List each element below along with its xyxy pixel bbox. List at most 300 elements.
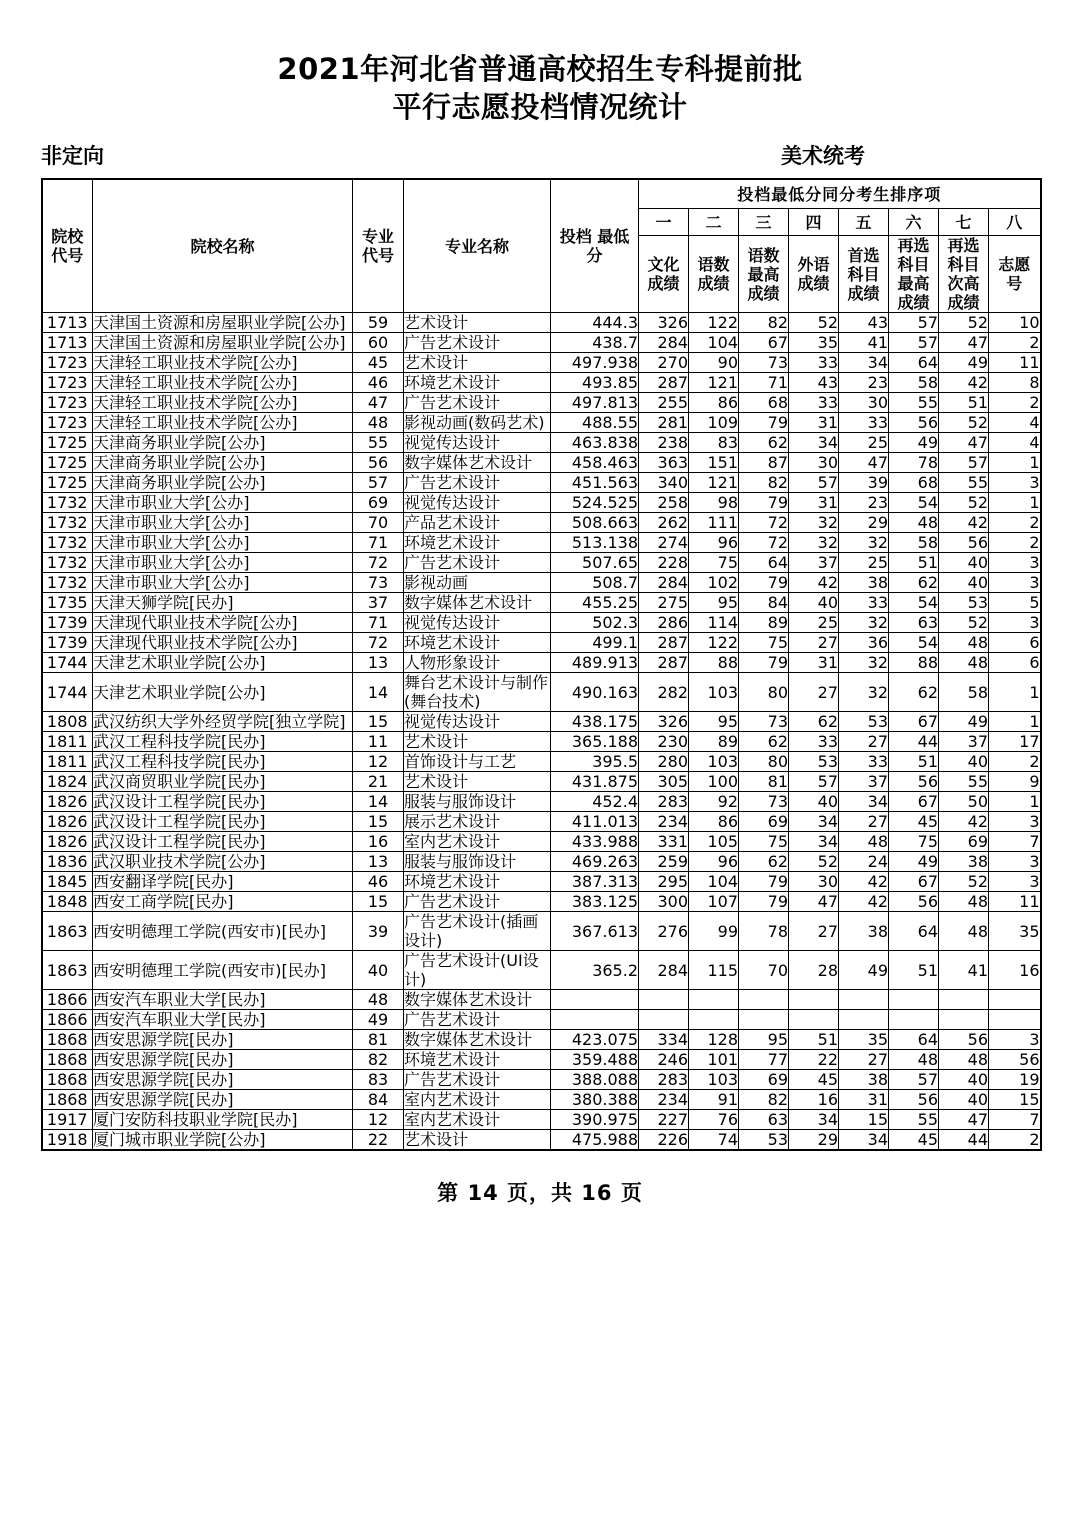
- cell-preference-number: [989, 1010, 1041, 1030]
- cell-preference-number: [989, 990, 1041, 1010]
- cell-school-code: 1723: [42, 413, 93, 433]
- cell-chinese-math-highest: 62: [739, 852, 789, 872]
- cell-foreign-language-score: 31: [789, 493, 839, 513]
- cell-school-code: 1732: [42, 573, 93, 593]
- cell-min-score: 395.5: [551, 752, 639, 772]
- cell-major-name: 艺术设计: [404, 1130, 551, 1151]
- cell-culture-score: 284: [639, 951, 689, 990]
- cell-culture-score: 262: [639, 513, 689, 533]
- cell-preference-number: 56: [989, 1050, 1041, 1070]
- cell-reselect-second-highest: 48: [939, 633, 989, 653]
- cell-preference-number: 4: [989, 433, 1041, 453]
- cell-first-subject-score: 33: [839, 413, 889, 433]
- cell-chinese-math-score: [689, 990, 739, 1010]
- cell-min-score: 423.075: [551, 1030, 639, 1050]
- cell-chinese-math-score: 151: [689, 453, 739, 473]
- table-row: [42, 772, 1041, 792]
- cell-chinese-math-highest: 79: [739, 493, 789, 513]
- cell-school-name: 武汉设计工程学院[民办]: [93, 832, 353, 852]
- table-row: [42, 533, 1041, 553]
- cell-preference-number: 16: [989, 951, 1041, 990]
- cell-reselect-second-highest: 52: [939, 313, 989, 333]
- cell-school-name: 天津国土资源和房屋职业学院[公办]: [93, 333, 353, 353]
- cell-school-name: 西安思源学院[民办]: [93, 1090, 353, 1110]
- cell-min-score: [551, 990, 639, 1010]
- cell-reselect-highest: 49: [889, 852, 939, 872]
- cell-reselect-highest: 48: [889, 513, 939, 533]
- cell-min-score: 493.85: [551, 373, 639, 393]
- cell-first-subject-score: 25: [839, 553, 889, 573]
- cell-school-name: 西安汽车职业大学[民办]: [93, 990, 353, 1010]
- cell-reselect-highest: 56: [889, 892, 939, 912]
- cell-major-code: 39: [353, 912, 404, 951]
- cell-chinese-math-score: 98: [689, 493, 739, 513]
- cell-major-code: 14: [353, 673, 404, 712]
- cell-preference-number: 3: [989, 1030, 1041, 1050]
- cell-major-code: 73: [353, 573, 404, 593]
- table-row: [42, 393, 1041, 413]
- cell-foreign-language-score: 35: [789, 333, 839, 353]
- cell-reselect-second-highest: 48: [939, 1050, 989, 1070]
- cell-major-name: 服装与服饰设计: [404, 792, 551, 812]
- cell-reselect-second-highest: 40: [939, 573, 989, 593]
- cell-foreign-language-score: 27: [789, 633, 839, 653]
- category-bar: [0, 140, 1080, 172]
- cell-first-subject-score: 31: [839, 1090, 889, 1110]
- cell-culture-score: 326: [639, 313, 689, 333]
- cell-preference-number: 10: [989, 313, 1041, 333]
- cell-min-score: 388.088: [551, 1070, 639, 1090]
- cell-major-code: 48: [353, 413, 404, 433]
- cell-school-code: 1826: [42, 792, 93, 812]
- cell-school-code: 1732: [42, 513, 93, 533]
- cell-foreign-language-score: 52: [789, 852, 839, 872]
- cell-major-name: 产品艺术设计: [404, 513, 551, 533]
- cell-school-code: 1868: [42, 1050, 93, 1070]
- cell-school-name: 天津轻工职业技术学院[公办]: [93, 373, 353, 393]
- cell-culture-score: 284: [639, 333, 689, 353]
- table-row: [42, 712, 1041, 732]
- cell-preference-number: 3: [989, 573, 1041, 593]
- cell-foreign-language-score: 47: [789, 892, 839, 912]
- cell-culture-score: 282: [639, 673, 689, 712]
- cell-major-name: 环境艺术设计: [404, 872, 551, 892]
- cell-culture-score: 258: [639, 493, 689, 513]
- cell-reselect-second-highest: 48: [939, 892, 989, 912]
- table-row: [42, 812, 1041, 832]
- cell-reselect-highest: 44: [889, 732, 939, 752]
- cell-chinese-math-score: 103: [689, 1070, 739, 1090]
- cell-chinese-math-score: 83: [689, 433, 739, 453]
- cell-first-subject-score: 25: [839, 433, 889, 453]
- cell-reselect-highest: 55: [889, 1110, 939, 1130]
- cell-foreign-language-score: 33: [789, 393, 839, 413]
- table-row: [42, 373, 1041, 393]
- cell-min-score: 524.525: [551, 493, 639, 513]
- cell-foreign-language-score: 34: [789, 433, 839, 453]
- col-header-major-name: 专业名称: [404, 179, 551, 313]
- cell-culture-score: 326: [639, 712, 689, 732]
- cell-school-name: 武汉设计工程学院[民办]: [93, 792, 353, 812]
- cell-reselect-second-highest: 47: [939, 1110, 989, 1130]
- cell-reselect-second-highest: 38: [939, 852, 989, 872]
- cell-major-code: 55: [353, 433, 404, 453]
- cell-major-name: 环境艺术设计: [404, 533, 551, 553]
- cell-major-code: 71: [353, 533, 404, 553]
- cell-major-code: 15: [353, 712, 404, 732]
- cell-school-name: 西安思源学院[民办]: [93, 1070, 353, 1090]
- cell-first-subject-score: 23: [839, 373, 889, 393]
- cell-preference-number: 5: [989, 593, 1041, 613]
- cell-preference-number: 1: [989, 712, 1041, 732]
- cell-culture-score: 227: [639, 1110, 689, 1130]
- cell-major-name: 环境艺术设计: [404, 633, 551, 653]
- table-row: [42, 990, 1041, 1010]
- cell-school-name: 武汉纺织大学外经贸学院[独立学院]: [93, 712, 353, 732]
- cell-chinese-math-highest: 71: [739, 373, 789, 393]
- cell-chinese-math-highest: 79: [739, 573, 789, 593]
- cell-min-score: 488.55: [551, 413, 639, 433]
- cell-school-code: 1811: [42, 732, 93, 752]
- cell-reselect-highest: 51: [889, 553, 939, 573]
- cell-min-score: 513.138: [551, 533, 639, 553]
- cell-chinese-math-score: 88: [689, 653, 739, 673]
- cell-first-subject-score: 42: [839, 872, 889, 892]
- cell-chinese-math-highest: 75: [739, 633, 789, 653]
- cell-school-code: 1713: [42, 313, 93, 333]
- cell-school-name: 天津市职业大学[公办]: [93, 533, 353, 553]
- table-row: [42, 513, 1041, 533]
- cell-reselect-highest: 67: [889, 712, 939, 732]
- cell-min-score: 458.463: [551, 453, 639, 473]
- cell-first-subject-score: 34: [839, 353, 889, 373]
- col-header-school-code: 院校 代号: [42, 179, 93, 313]
- cell-preference-number: 11: [989, 353, 1041, 373]
- subheader-reselect-highest: 再选 科目 最高 成绩: [889, 236, 939, 313]
- cell-culture-score: 305: [639, 772, 689, 792]
- cell-school-name: 天津现代职业技术学院[公办]: [93, 633, 353, 653]
- cell-major-code: 47: [353, 393, 404, 413]
- cell-reselect-second-highest: 52: [939, 493, 989, 513]
- cell-reselect-highest: 68: [889, 473, 939, 493]
- cell-school-name: 武汉职业技术学院[公办]: [93, 852, 353, 872]
- cell-school-name: 西安明德理工学院(西安市)[民办]: [93, 912, 353, 951]
- cell-culture-score: 246: [639, 1050, 689, 1070]
- cell-preference-number: 3: [989, 852, 1041, 872]
- cell-major-name: 广告艺术设计: [404, 333, 551, 353]
- cell-school-name: 天津轻工职业技术学院[公办]: [93, 393, 353, 413]
- cell-first-subject-score: 27: [839, 812, 889, 832]
- cell-min-score: 502.3: [551, 613, 639, 633]
- cell-foreign-language-score: 34: [789, 812, 839, 832]
- cell-foreign-language-score: 31: [789, 413, 839, 433]
- cell-foreign-language-score: 57: [789, 473, 839, 493]
- cell-chinese-math-highest: 69: [739, 812, 789, 832]
- table-row: [42, 313, 1041, 333]
- cell-chinese-math-score: 91: [689, 1090, 739, 1110]
- cell-school-code: 1725: [42, 453, 93, 473]
- cell-school-code: 1868: [42, 1070, 93, 1090]
- cell-major-code: 60: [353, 333, 404, 353]
- cell-school-code: 1826: [42, 812, 93, 832]
- cell-school-name: 西安思源学院[民办]: [93, 1050, 353, 1070]
- cell-chinese-math-highest: 82: [739, 473, 789, 493]
- cell-first-subject-score: 38: [839, 1070, 889, 1090]
- table-row: [42, 593, 1041, 613]
- table-row: [42, 1070, 1041, 1090]
- cell-foreign-language-score: 32: [789, 513, 839, 533]
- cell-min-score: 497.813: [551, 393, 639, 413]
- header-row-group: [42, 179, 1041, 209]
- cell-major-code: 49: [353, 1010, 404, 1030]
- cell-reselect-second-highest: 41: [939, 951, 989, 990]
- cell-major-code: 12: [353, 752, 404, 772]
- cell-chinese-math-score: 96: [689, 533, 739, 553]
- cell-reselect-highest: 64: [889, 1030, 939, 1050]
- cell-foreign-language-score: 22: [789, 1050, 839, 1070]
- cell-major-code: 16: [353, 832, 404, 852]
- table-row: [42, 453, 1041, 473]
- cell-chinese-math-highest: 87: [739, 453, 789, 473]
- cell-chinese-math-highest: 79: [739, 653, 789, 673]
- cell-chinese-math-score: 90: [689, 353, 739, 373]
- cell-reselect-second-highest: 56: [939, 1030, 989, 1050]
- cell-min-score: 383.125: [551, 892, 639, 912]
- cell-major-code: 57: [353, 473, 404, 493]
- cell-major-code: 72: [353, 633, 404, 653]
- cell-first-subject-score: 39: [839, 473, 889, 493]
- cell-first-subject-score: 34: [839, 1130, 889, 1151]
- cell-foreign-language-score: 40: [789, 792, 839, 812]
- table-row: [42, 752, 1041, 772]
- ordinal-2: 二: [689, 209, 739, 236]
- cell-culture-score: 300: [639, 892, 689, 912]
- cell-culture-score: 283: [639, 1070, 689, 1090]
- cell-school-name: 天津艺术职业学院[公办]: [93, 653, 353, 673]
- cell-foreign-language-score: 42: [789, 573, 839, 593]
- cell-preference-number: 3: [989, 473, 1041, 493]
- cell-major-code: 46: [353, 373, 404, 393]
- cell-first-subject-score: 36: [839, 633, 889, 653]
- cell-chinese-math-score: 122: [689, 633, 739, 653]
- table-row: [42, 832, 1041, 852]
- category-label-left: 非定向: [41, 144, 104, 168]
- cell-chinese-math-score: 89: [689, 732, 739, 752]
- table-row: [42, 852, 1041, 872]
- cell-preference-number: 6: [989, 653, 1041, 673]
- cell-chinese-math-score: 115: [689, 951, 739, 990]
- cell-reselect-second-highest: 40: [939, 1070, 989, 1090]
- cell-major-name: 人物形象设计: [404, 653, 551, 673]
- cell-school-name: 武汉工程科技学院[民办]: [93, 732, 353, 752]
- cell-culture-score: 281: [639, 413, 689, 433]
- cell-reselect-second-highest: 40: [939, 752, 989, 772]
- cell-preference-number: 17: [989, 732, 1041, 752]
- cell-reselect-highest: 51: [889, 951, 939, 990]
- cell-major-name: 数字媒体艺术设计: [404, 990, 551, 1010]
- cell-first-subject-score: 15: [839, 1110, 889, 1130]
- cell-chinese-math-score: 99: [689, 912, 739, 951]
- cell-reselect-second-highest: 47: [939, 333, 989, 353]
- cell-preference-number: 3: [989, 553, 1041, 573]
- cell-school-code: 1866: [42, 1010, 93, 1030]
- cell-min-score: 431.875: [551, 772, 639, 792]
- cell-foreign-language-score: [789, 1010, 839, 1030]
- cell-min-score: 489.913: [551, 653, 639, 673]
- cell-min-score: 438.175: [551, 712, 639, 732]
- cell-culture-score: 234: [639, 812, 689, 832]
- cell-school-name: 天津轻工职业技术学院[公办]: [93, 413, 353, 433]
- cell-reselect-highest: 78: [889, 453, 939, 473]
- cell-reselect-second-highest: 49: [939, 712, 989, 732]
- cell-foreign-language-score: 27: [789, 673, 839, 712]
- col-header-major-code: 专业 代号: [353, 179, 404, 313]
- cell-school-code: 1744: [42, 673, 93, 712]
- cell-school-code: 1866: [42, 990, 93, 1010]
- cell-school-name: 天津市职业大学[公办]: [93, 513, 353, 533]
- table-row: [42, 732, 1041, 752]
- cell-reselect-second-highest: [939, 990, 989, 1010]
- cell-preference-number: 1: [989, 453, 1041, 473]
- table-row: [42, 553, 1041, 573]
- table-row: [42, 1010, 1041, 1030]
- subheader-reselect-second-highest: 再选 科目 次高 成绩: [939, 236, 989, 313]
- cell-reselect-highest: 67: [889, 872, 939, 892]
- cell-chinese-math-highest: 64: [739, 553, 789, 573]
- cell-min-score: 380.388: [551, 1090, 639, 1110]
- cell-reselect-second-highest: 48: [939, 912, 989, 951]
- cell-major-code: 14: [353, 792, 404, 812]
- cell-preference-number: 19: [989, 1070, 1041, 1090]
- table-row: [42, 433, 1041, 453]
- cell-culture-score: 259: [639, 852, 689, 872]
- cell-chinese-math-score: 103: [689, 673, 739, 712]
- cell-first-subject-score: 37: [839, 772, 889, 792]
- cell-culture-score: [639, 990, 689, 1010]
- cell-chinese-math-highest: 72: [739, 533, 789, 553]
- cell-school-code: 1868: [42, 1030, 93, 1050]
- cell-preference-number: 9: [989, 772, 1041, 792]
- cell-chinese-math-score: 121: [689, 473, 739, 493]
- ordinal-3: 三: [739, 209, 789, 236]
- table-row: [42, 792, 1041, 812]
- cell-foreign-language-score: 52: [789, 313, 839, 333]
- document-title-line-2: 平行志愿投档情况统计: [392, 90, 688, 124]
- cell-first-subject-score: 27: [839, 732, 889, 752]
- cell-chinese-math-highest: 68: [739, 393, 789, 413]
- cell-foreign-language-score: 51: [789, 1030, 839, 1050]
- cell-first-subject-score: 42: [839, 892, 889, 912]
- cell-preference-number: 2: [989, 752, 1041, 772]
- cell-reselect-second-highest: 52: [939, 413, 989, 433]
- table-row: [42, 613, 1041, 633]
- cell-reselect-highest: [889, 990, 939, 1010]
- cell-min-score: 390.975: [551, 1110, 639, 1130]
- table-row: [42, 951, 1041, 990]
- cell-reselect-second-highest: 52: [939, 872, 989, 892]
- cell-min-score: 499.1: [551, 633, 639, 653]
- cell-school-code: 1863: [42, 912, 93, 951]
- category-label-right: 美术统考: [781, 144, 865, 168]
- cell-reselect-highest: 58: [889, 533, 939, 553]
- cell-major-name: 视觉传达设计: [404, 433, 551, 453]
- table-row: [42, 1130, 1041, 1151]
- cell-foreign-language-score: 40: [789, 593, 839, 613]
- cell-reselect-highest: 54: [889, 633, 939, 653]
- cell-chinese-math-score: 105: [689, 832, 739, 852]
- cell-chinese-math-score: 75: [689, 553, 739, 573]
- cell-preference-number: 2: [989, 533, 1041, 553]
- cell-culture-score: 295: [639, 872, 689, 892]
- cell-reselect-highest: 64: [889, 912, 939, 951]
- cell-reselect-second-highest: 37: [939, 732, 989, 752]
- cell-school-code: 1868: [42, 1090, 93, 1110]
- cell-chinese-math-highest: 80: [739, 752, 789, 772]
- cell-min-score: 367.613: [551, 912, 639, 951]
- cell-school-code: 1848: [42, 892, 93, 912]
- cell-reselect-second-highest: 48: [939, 653, 989, 673]
- cell-reselect-second-highest: 51: [939, 393, 989, 413]
- cell-first-subject-score: 24: [839, 852, 889, 872]
- cell-reselect-highest: 55: [889, 393, 939, 413]
- cell-chinese-math-highest: [739, 990, 789, 1010]
- cell-chinese-math-score: [689, 1010, 739, 1030]
- cell-culture-score: 274: [639, 533, 689, 553]
- cell-major-name: 展示艺术设计: [404, 812, 551, 832]
- cell-preference-number: 7: [989, 832, 1041, 852]
- cell-school-code: 1723: [42, 393, 93, 413]
- cell-first-subject-score: 27: [839, 1050, 889, 1070]
- cell-chinese-math-highest: 53: [739, 1130, 789, 1151]
- cell-major-code: 22: [353, 1130, 404, 1151]
- cell-school-name: 西安明德理工学院(西安市)[民办]: [93, 951, 353, 990]
- cell-chinese-math-score: 122: [689, 313, 739, 333]
- cell-reselect-second-highest: 42: [939, 812, 989, 832]
- cell-school-name: 天津轻工职业技术学院[公办]: [93, 353, 353, 373]
- cell-school-name: 西安工商学院[民办]: [93, 892, 353, 912]
- cell-chinese-math-highest: 62: [739, 433, 789, 453]
- cell-chinese-math-highest: 79: [739, 872, 789, 892]
- table-container: [41, 178, 1040, 1151]
- ordinal-6: 六: [889, 209, 939, 236]
- cell-min-score: 365.188: [551, 732, 639, 752]
- cell-reselect-highest: 45: [889, 812, 939, 832]
- cell-school-code: 1739: [42, 633, 93, 653]
- table-row: [42, 1090, 1041, 1110]
- cell-school-name: 武汉设计工程学院[民办]: [93, 812, 353, 832]
- cell-school-code: 1808: [42, 712, 93, 732]
- cell-chinese-math-highest: 73: [739, 712, 789, 732]
- cell-chinese-math-highest: 79: [739, 413, 789, 433]
- cell-culture-score: 234: [639, 1090, 689, 1110]
- cell-reselect-highest: 67: [889, 792, 939, 812]
- cell-chinese-math-highest: 77: [739, 1050, 789, 1070]
- cell-preference-number: 2: [989, 333, 1041, 353]
- cell-major-name: 室内艺术设计: [404, 1090, 551, 1110]
- cell-school-code: 1725: [42, 433, 93, 453]
- cell-school-code: 1723: [42, 373, 93, 393]
- ordinal-7: 七: [939, 209, 989, 236]
- cell-school-name: 天津市职业大学[公办]: [93, 573, 353, 593]
- cell-school-code: 1836: [42, 852, 93, 872]
- cell-chinese-math-score: 121: [689, 373, 739, 393]
- table-row: [42, 912, 1041, 951]
- col-header-min-score: 投档 最低 分: [551, 179, 639, 313]
- table-row: [42, 353, 1041, 373]
- cell-major-code: 46: [353, 872, 404, 892]
- cell-major-name: 广告艺术设计: [404, 1070, 551, 1090]
- subheader-preference-number: 志愿 号: [989, 236, 1041, 313]
